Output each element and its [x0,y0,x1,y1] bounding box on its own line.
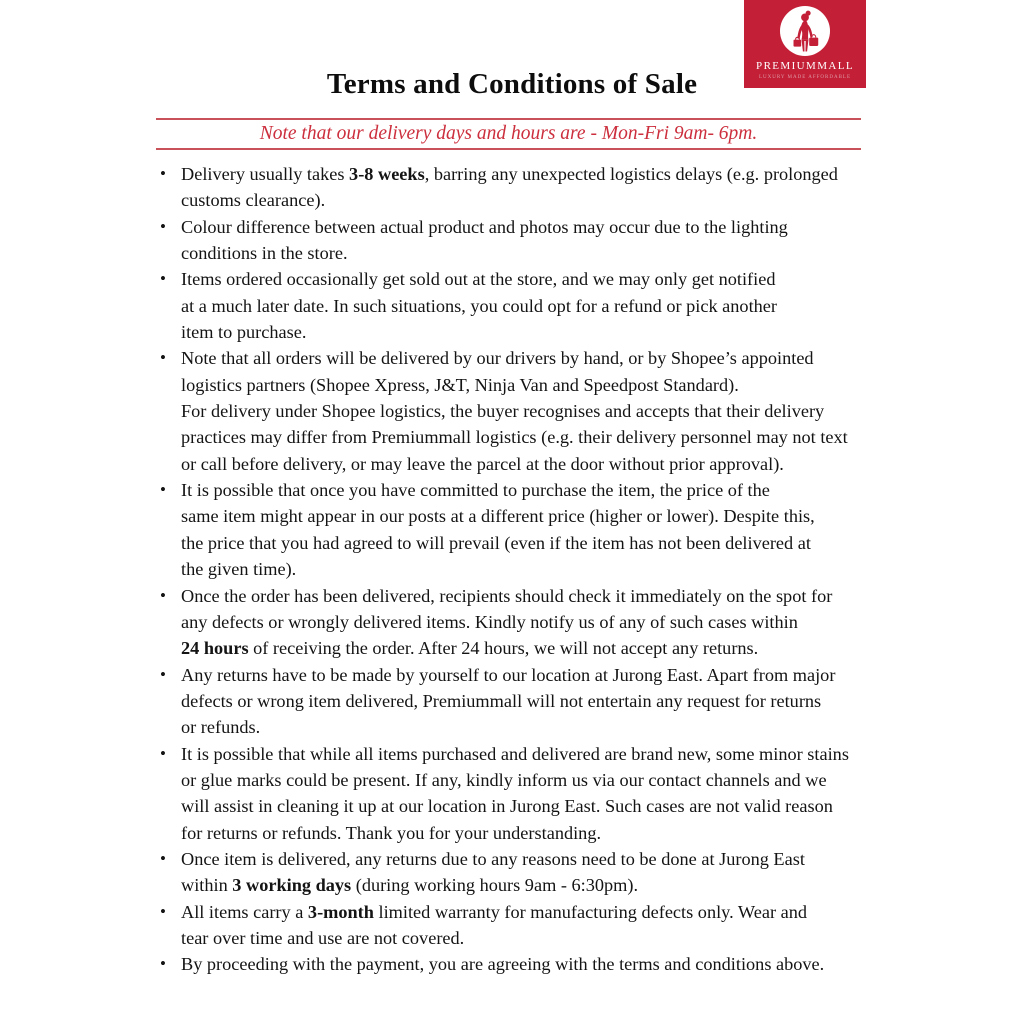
term-text: All items carry a [181,901,308,922]
term-item [160,345,901,477]
term-text-bold: 3 working days [232,875,352,896]
term-item [160,583,901,662]
term-text: By proceeding with the payment, you are agreeing with the terms and conditions above. [181,954,825,975]
bullet-icon: • [160,664,166,684]
term-text: Once item is delivered, any returns due to any reasons need to be done at Jurong East [181,848,805,869]
top-rule [156,118,861,120]
terms-list [160,161,901,978]
term-text-bold: 3-month [307,901,374,922]
term-text-bold: 3-8 weeks [349,164,425,184]
term-text: tear over time and use are not covered. [181,927,465,948]
term-text: or glue marks could be present. If any, kindly inform us via our contact channels and we [181,769,827,790]
woman-shopper-silhouette-icon [783,9,827,55]
term-text: It is possible that while all items purchased and delivered are brand new, some minor stains [181,743,849,764]
bullet-icon: • [160,585,166,605]
term-text: It is possible that once you have committed to purchase the item, the price of the [181,480,770,501]
term-text: the given time). [181,559,297,580]
page-title: Terms and Conditions of Sale [326,68,698,100]
logo-circle [780,6,830,56]
logo-tagline-text: LUXURY MADE AFFORDABLE [758,75,852,80]
term-text: conditions in the store. [181,243,348,264]
bullet-icon: • [160,216,166,236]
logo-brand-text: PREMIUMMALL [756,60,854,72]
term-item [160,846,901,899]
term-text: (during working hours 9am - 6:30pm). [351,875,639,896]
term-text: customs clearance). [181,190,326,211]
term-item [160,477,901,582]
bullet-icon: • [160,954,166,974]
term-text: Any returns have to be made by yourself to our location at Jurong East. Apart from major [181,664,836,685]
term-text: same item might appear in our posts at a different price (higher or lower). Despite this, [181,506,815,527]
term-item [160,266,901,345]
term-text: Delivery usually takes [181,164,350,184]
bottom-rule [156,148,861,150]
term-item [160,741,901,846]
term-text: or refunds. [181,717,261,738]
term-text: any defects or wrongly delivered items. Kindly notify us of any of such cases within [181,611,798,632]
term-text: limited warranty for manufacturing defects only. Wear and [373,901,808,922]
bullet-icon: • [160,480,166,500]
term-text: For delivery under Shopee logistics, the buyer recognises and accepts that their delivery [181,401,825,422]
term-item [160,951,901,977]
term-text: of receiving the order. After 24 hours, we will not accept any returns. [248,638,759,659]
term-text: logistics partners (Shopee Xpress, J&T, Ninja Van and Speedpost Standard). [181,374,739,395]
term-text: practices may differ from Premiummall logistics (e.g. their delivery personnel may not text [181,427,848,448]
bullet-icon: • [160,743,166,763]
term-text-bold: 24 hours [181,638,249,659]
bullet-icon: • [160,164,166,183]
term-item [160,214,901,267]
term-item [160,899,901,952]
term-item [160,161,901,214]
term-text: will assist in cleaning it up at our location in Jurong East. Such cases are not valid reason [181,796,833,817]
premiummall-logo [744,0,866,88]
term-text: for returns or refunds. Thank you for your understanding. [181,822,602,843]
bullet-icon: • [160,348,166,368]
bullet-icon: • [160,901,166,921]
term-text: the price that you had agreed to will prevail (even if the item has not been delivered at [181,532,811,553]
bullet-icon: • [160,848,166,868]
term-text: at a much later date. In such situations, you could opt for a refund or pick another [181,295,777,316]
term-text: Note that all orders will be delivered by our drivers by hand, or by Shopee’s appointed [181,348,814,369]
term-text: within [181,875,233,896]
term-text: defects or wrong item delivered, Premiummall will not entertain any request for returns [181,690,822,711]
term-item [160,662,901,741]
term-text: item to purchase. [181,322,307,343]
term-text: Items ordered occasionally get sold out at the store, and we may only get notified [181,269,776,290]
term-text: Once the order has been delivered, recipients should check it immediately on the spot for [181,585,833,606]
delivery-note: Note that our delivery days and hours are - Mon-Fri 9am- 6pm. [259,123,758,144]
term-text: , barring any unexpected logistics delays (e.g. prolonged [424,164,838,184]
term-text: Colour difference between actual product and photos may occur due to the lighting [181,216,788,237]
term-text: or call before delivery, or may leave the parcel at the door without prior approval). [181,453,784,474]
bullet-icon: • [160,269,166,289]
